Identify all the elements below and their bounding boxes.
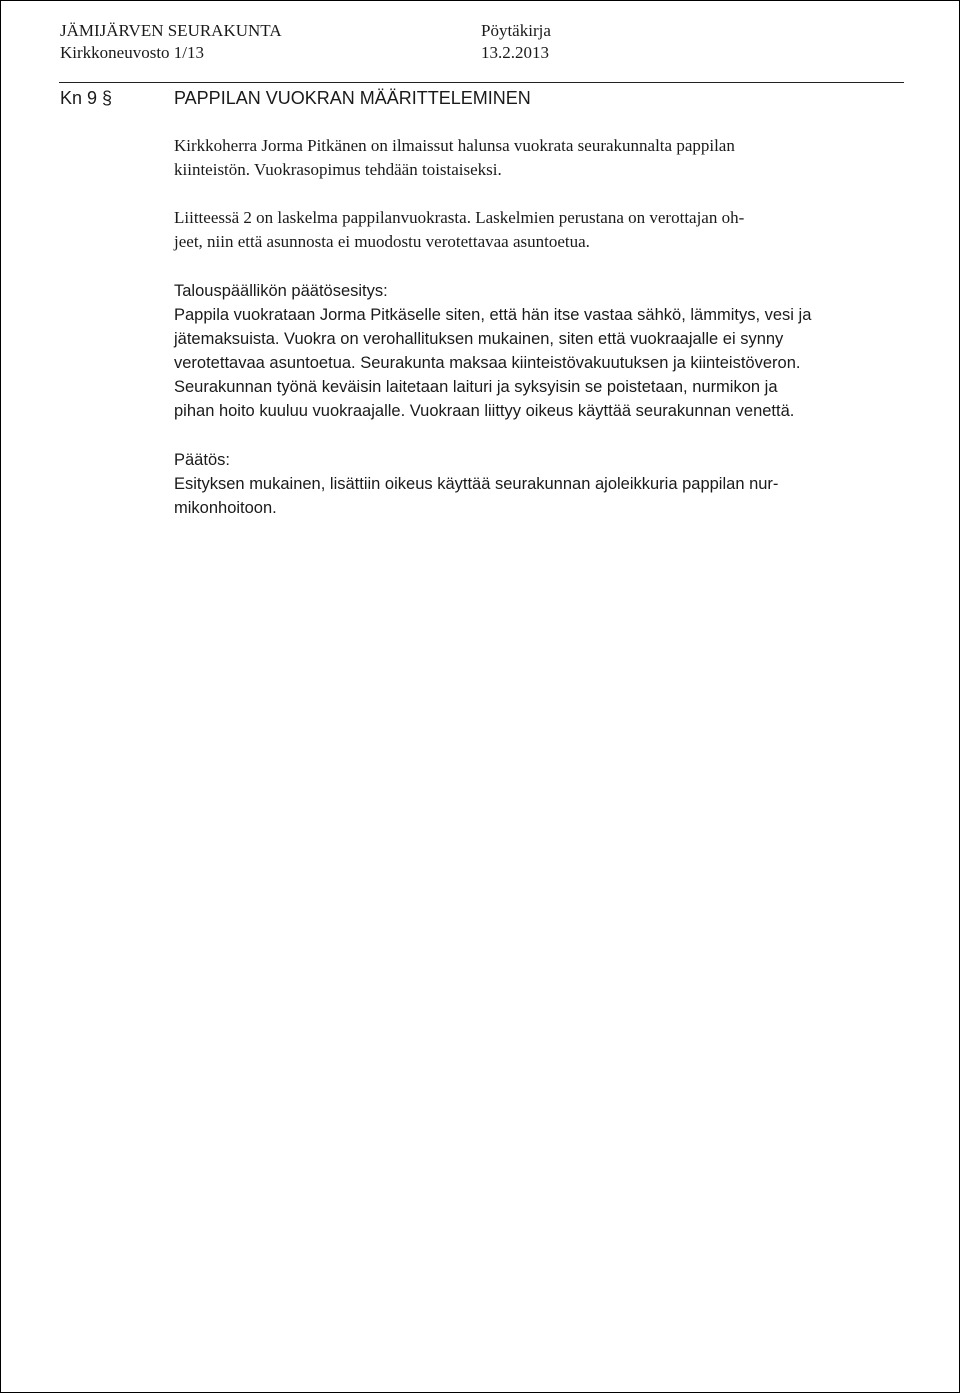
proposal-line: pihan hoito kuuluu vuokraajalle. Vuokraan liittyy oikeus käyttää seurakunnan venettä. xyxy=(174,402,795,420)
decision-heading: Päätös: xyxy=(174,451,230,469)
intro-line: Kirkkoherra Jorma Pitkänen on ilmaissut halunsa vuokrata seurakunnalta pappilan xyxy=(174,136,735,155)
decision-section xyxy=(174,448,904,520)
meeting-name: Kirkkoneuvosto 1/13 xyxy=(60,43,205,62)
proposal-heading: Talouspäällikön päätösesitys: xyxy=(174,282,388,300)
document-type: Pöytäkirja xyxy=(481,21,551,40)
decision-line: mikonhoitoon. xyxy=(174,499,277,517)
meeting-date: 13.2.2013 xyxy=(481,43,549,62)
proposal-line: verotettavaa asuntoetua. Seurakunta maksaa kiinteistövakuutuksen ja kiinteistöveron. xyxy=(174,354,801,372)
item-title: PAPPILAN VUOKRAN MÄÄRITTELEMINEN xyxy=(174,88,531,108)
proposal-line: Seurakunnan työnä keväisin laitetaan laituri ja syksyisin se poistetaan, nurmikon ja xyxy=(174,378,778,396)
attachment-paragraph xyxy=(174,206,904,254)
proposal-line: Pappila vuokrataan Jorma Pitkäselle siten, että hän itse vastaa sähkö, lämmitys, vesi ja xyxy=(174,306,812,324)
item-number: Kn 9 § xyxy=(60,88,113,108)
organization-name: JÄMIJÄRVEN SEURAKUNTA xyxy=(60,21,282,40)
header-divider xyxy=(59,82,904,83)
proposal-line: jätemaksuista. Vuokra on verohallituksen mukainen, siten että vuokraajalle ei synny xyxy=(174,330,784,348)
decision-line: Esityksen mukainen, lisättiin oikeus käyttää seurakunnan ajoleikkuria pappilan nur- xyxy=(174,475,779,493)
intro-paragraph xyxy=(174,134,904,182)
attachment-line: jeet, niin että asunnosta ei muodostu verotettavaa asuntoetua. xyxy=(174,232,590,251)
intro-line: kiinteistön. Vuokrasopimus tehdään toistaiseksi. xyxy=(174,160,502,179)
proposal-section xyxy=(174,279,904,423)
attachment-line: Liitteessä 2 on laskelma pappilanvuokrasta. Laskelmien perustana on verottajan oh- xyxy=(174,208,745,227)
